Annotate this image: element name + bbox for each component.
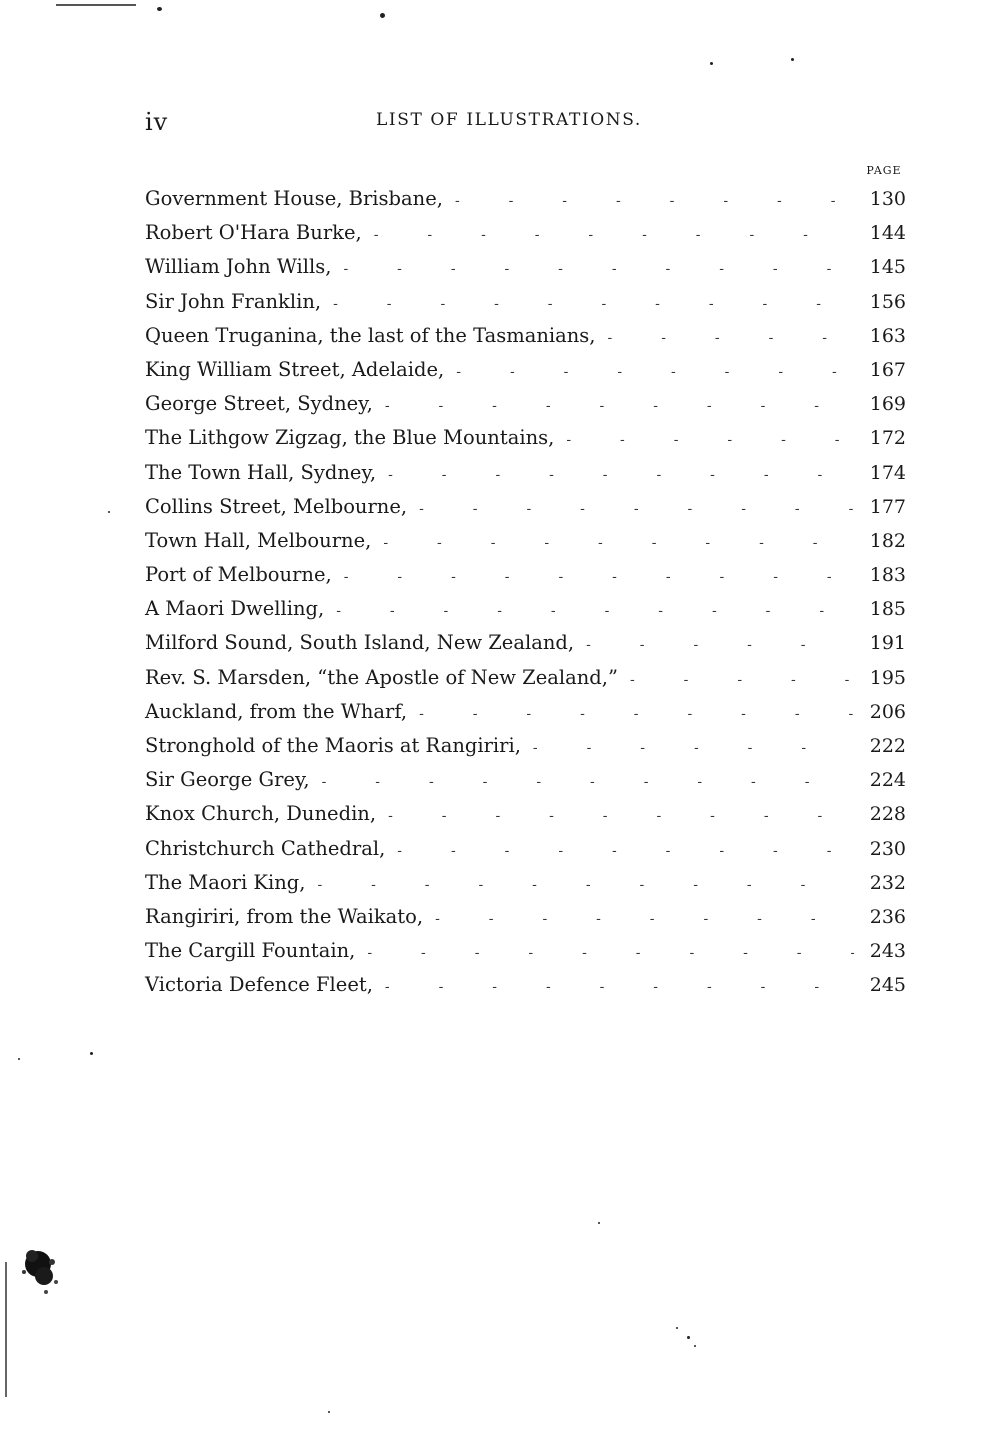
illustration-entry — [145, 592, 910, 626]
illustration-entry — [145, 182, 910, 216]
scan-edge-mark — [5, 1262, 7, 1397]
illustration-entry — [145, 934, 910, 968]
dot-leader — [343, 252, 854, 286]
illustration-page-number: 130 — [869, 188, 906, 210]
dot-leader — [586, 628, 854, 662]
illustration-title: Stronghold of the Maoris at Rangiriri, — [145, 734, 521, 757]
illustration-entry — [145, 832, 910, 866]
illustration-entry — [145, 524, 910, 558]
illustration-entry — [145, 900, 910, 934]
illustration-title: Knox Church, Dunedin, — [145, 802, 377, 826]
illustration-title: Robert O'Hara Burke, — [145, 221, 362, 245]
illustration-title: Sir John Franklin, — [145, 289, 322, 313]
print-speck — [380, 13, 385, 18]
print-speck — [687, 1336, 690, 1339]
illustration-entry — [145, 490, 910, 524]
illustrations-list — [145, 182, 910, 1003]
dot-leader — [388, 458, 854, 492]
illustration-title: Sir George Grey, — [145, 768, 310, 792]
illustration-title: William John Wills, — [145, 255, 332, 279]
illustration-entry — [145, 353, 910, 387]
illustration-page-number: 182 — [869, 529, 906, 552]
illustration-page-number: 172 — [869, 427, 906, 450]
illustration-title: Milford Sound, South Island, New Zealand, — [145, 631, 575, 655]
running-head: LIST OF ILLUSTRATIONS. — [376, 110, 642, 130]
illustration-entry — [145, 626, 910, 660]
illustration-page-number: 145 — [869, 256, 906, 279]
print-speck — [791, 58, 794, 61]
illustration-title: Collins Street, Melbourne, — [145, 494, 408, 518]
illustration-entry — [145, 285, 910, 319]
print-speck — [18, 1058, 20, 1060]
dot-leader — [374, 218, 854, 252]
dot-leader — [566, 423, 854, 457]
dot-leader — [455, 184, 854, 218]
illustration-title: Port of Melbourne, — [145, 563, 332, 587]
dot-leader — [388, 799, 854, 833]
scan-edge-mark — [56, 4, 136, 6]
dot-leader — [533, 731, 854, 765]
illustration-title: The Town Hall, Sydney, — [145, 460, 377, 484]
illustration-entry — [145, 763, 910, 797]
illustration-entry — [145, 558, 910, 592]
dot-leader — [336, 594, 854, 628]
illustration-title: The Cargill Fountain, — [145, 939, 356, 963]
page-column-label: PAGE — [866, 164, 902, 177]
print-speck — [710, 62, 713, 65]
illustration-page-number: 174 — [869, 461, 906, 484]
illustration-page-number: 206 — [869, 700, 906, 723]
dot-leader — [385, 389, 854, 423]
illustration-title: Rangiriri, from the Waikato, — [145, 904, 424, 928]
illustration-page-number: 144 — [869, 222, 906, 245]
dot-leader — [608, 321, 854, 355]
print-speck — [328, 1411, 330, 1413]
illustration-entry — [145, 661, 910, 695]
illustration-entry — [145, 319, 910, 353]
illustration-page-number: 228 — [869, 803, 906, 826]
illustration-page-number: 177 — [869, 495, 906, 518]
illustration-page-number: 224 — [869, 769, 906, 792]
dot-leader — [630, 663, 854, 697]
illustration-title: The Maori King, — [145, 870, 306, 894]
illustration-entry — [145, 456, 910, 490]
illustration-page-number: 222 — [869, 735, 906, 757]
dot-leader — [344, 560, 854, 594]
illustration-page-number: 185 — [869, 598, 906, 621]
illustration-page-number: 245 — [869, 974, 906, 997]
illustration-title: Town Hall, Melbourne, — [145, 528, 372, 552]
print-speck — [108, 511, 110, 513]
illustration-entry — [145, 729, 910, 763]
dot-leader — [397, 834, 854, 868]
ink-blot — [14, 1232, 66, 1302]
illustration-entry — [145, 968, 910, 1002]
illustration-entry — [145, 695, 910, 729]
illustration-title: Government House, Brisbane, — [145, 187, 443, 210]
illustration-entry — [145, 250, 910, 284]
dot-leader — [456, 355, 854, 389]
dot-leader — [419, 697, 854, 731]
illustration-page-number: 191 — [869, 632, 906, 655]
dot-leader — [322, 765, 854, 799]
illustration-title: Victoria Defence Fleet, — [145, 973, 373, 997]
illustration-title: Rev. S. Marsden, “the Apostle of New Zealand,” — [145, 665, 618, 689]
dot-leader — [317, 868, 854, 902]
illustration-entry — [145, 421, 910, 455]
dot-leader — [435, 902, 854, 936]
illustration-page-number: 232 — [869, 871, 906, 894]
illustration-title: The Lithgow Zigzag, the Blue Mountains, — [145, 426, 555, 450]
page-folio: iv — [145, 108, 169, 136]
illustration-title: George Street, Sydney, — [145, 392, 373, 416]
dot-leader — [419, 492, 854, 526]
illustration-title: Christchurch Cathedral, — [145, 836, 386, 860]
illustration-title: A Maori Dwelling, — [145, 597, 325, 621]
illustration-entry — [145, 797, 910, 831]
print-speck — [676, 1327, 678, 1329]
illustration-page-number: 236 — [869, 905, 906, 928]
print-speck — [157, 7, 162, 11]
print-speck — [90, 1052, 93, 1055]
illustration-page-number: 167 — [869, 358, 906, 381]
dot-leader — [367, 936, 854, 970]
illustration-title: Queen Truganina, the last of the Tasmanians, — [145, 323, 596, 347]
illustration-page-number: 195 — [869, 666, 906, 689]
illustration-entry — [145, 866, 910, 900]
illustration-title: King William Street, Adelaide, — [145, 357, 445, 381]
illustration-title: Auckland, from the Wharf, — [145, 699, 408, 723]
illustration-page-number: 243 — [869, 940, 906, 963]
illustration-page-number: 156 — [869, 290, 906, 313]
dot-leader — [333, 287, 854, 321]
illustration-entry — [145, 387, 910, 421]
dot-leader — [383, 526, 854, 560]
illustration-page-number: 230 — [869, 837, 906, 860]
illustration-page-number: 183 — [869, 564, 906, 587]
print-speck — [598, 1222, 600, 1224]
illustration-page-number: 163 — [869, 324, 906, 347]
print-speck — [694, 1345, 696, 1347]
illustration-page-number: 169 — [869, 393, 906, 416]
illustration-entry — [145, 216, 910, 250]
dot-leader — [385, 970, 854, 1004]
